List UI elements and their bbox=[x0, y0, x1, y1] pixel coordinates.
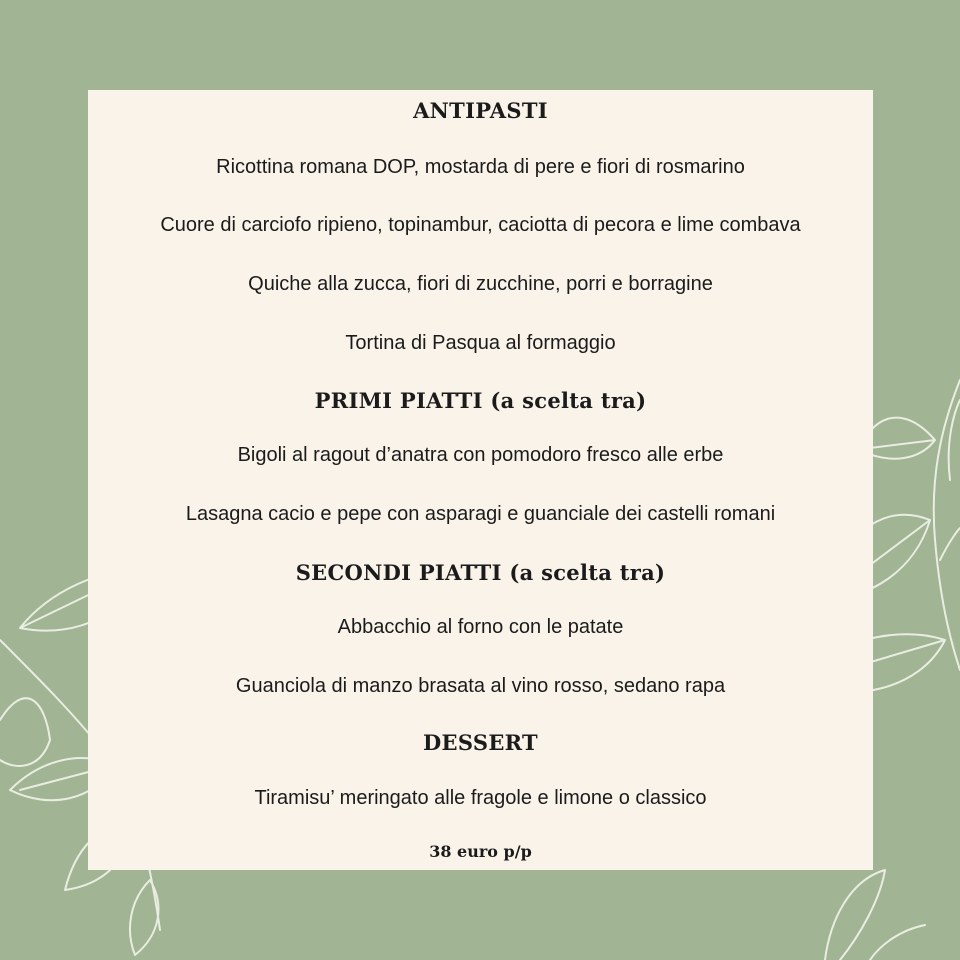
leaf-right-5 bbox=[940, 528, 960, 560]
leaf-bottom-right-2 bbox=[870, 925, 925, 960]
menu-card bbox=[88, 90, 873, 870]
antipasti-heading: ANTIPASTI bbox=[413, 98, 548, 123]
dessert-heading: DESSERT bbox=[423, 730, 538, 755]
secondi-heading: SECONDI PIATTI (a scelta tra) bbox=[295, 560, 666, 585]
leaf-stem-right bbox=[934, 380, 960, 670]
antipasti-item: Quiche alla zucca, fiori di zucchine, porri e borragine bbox=[248, 273, 713, 295]
price-label: 38 euro p/p bbox=[429, 842, 532, 861]
antipasti-item: Ricottina romana DOP, mostarda di pere e fiori di rosmarino bbox=[216, 156, 745, 178]
antipasti-item: Cuore di carciofo ripieno, topinambur, caciotta di pecora e lime combava bbox=[160, 214, 801, 236]
leaf-left-2 bbox=[0, 698, 50, 766]
secondi-item: Guanciola di manzo brasata al vino rosso, sedano rapa bbox=[235, 675, 726, 697]
primi-heading: PRIMI PIATTI (a scelta tra) bbox=[314, 388, 647, 413]
dessert-item: Tiramisu’ meringato alle fragole e limone o classico bbox=[254, 787, 707, 809]
antipasti-item: Tortina di Pasqua al formaggio bbox=[345, 332, 616, 354]
leaf-bottom-right-1 bbox=[825, 870, 885, 960]
leaf-right-4 bbox=[949, 400, 960, 480]
primi-item: Lasagna cacio e pepe con asparagi e guanciale dei castelli romani bbox=[185, 503, 776, 525]
secondi-item: Abbacchio al forno con le patate bbox=[337, 616, 624, 638]
primi-item: Bigoli al ragout d’anatra con pomodoro fresco alle erbe bbox=[237, 444, 724, 466]
